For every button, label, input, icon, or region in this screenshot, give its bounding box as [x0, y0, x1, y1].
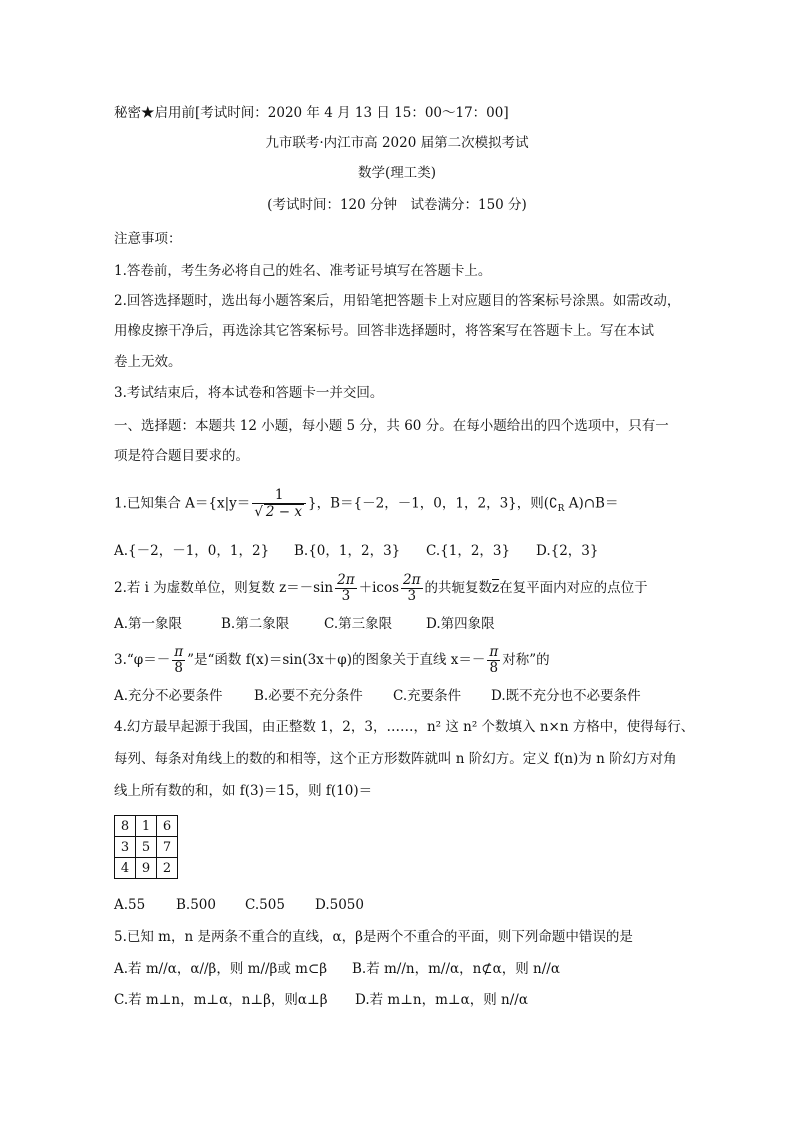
q2-fraction-2 — [401, 573, 422, 604]
q3-prefix: 3.“φ＝－ — [114, 652, 171, 668]
q1-frac-den-wrap: √ 2 − x — [254, 504, 303, 520]
q2-zbar: $\overline{z}$ — [492, 580, 500, 596]
q1-fraction — [252, 488, 306, 520]
q1-tail: A)∩B＝ — [564, 495, 619, 512]
q1-complement-sub: R — [557, 504, 565, 515]
q3-fraction-2 — [487, 645, 500, 676]
q5-option-a: A.若 m//α，α//β，则 m//β或 m⊂β — [114, 961, 328, 977]
q1-option-a: A.{－2，－1，0，1，2} — [114, 543, 270, 559]
grid-cell: 5 — [136, 837, 157, 858]
q1-option-c: C.{1，2，3} — [426, 543, 511, 559]
q2-option-d: D.第四象限 — [426, 616, 495, 632]
q2-fraction-1 — [335, 573, 356, 604]
q3-option-b: B.必要不充分条件 — [254, 688, 363, 704]
q1-option-b: B.{0，1，2，3} — [294, 543, 401, 559]
exam-title: 九市联考·内江市高 2020 届第二次模拟考试 — [265, 135, 529, 151]
grid-cell: 9 — [136, 858, 157, 879]
q1-suffix: }，B＝{－2，－1，0，1，2，3}，则( — [308, 495, 550, 512]
question-5-stem: 5.已知 m，n 是两条不重合的直线，α，β是两个不重合的平面，则下列命题中错误的是 — [114, 929, 633, 945]
subject-title: 数学(理工类) — [357, 165, 437, 181]
q2-option-c: C.第三象限 — [324, 616, 393, 632]
grid-cell: 8 — [115, 816, 136, 837]
q1-frac-den: 2 − x — [265, 504, 303, 520]
q5-option-c: C.若 m⊥n，m⊥α，n⊥β，则α⊥β — [114, 992, 328, 1008]
q5-option-b: B.若 m//n，m//α，n⊄α，则 n//α — [352, 961, 560, 977]
grid-row — [115, 837, 178, 858]
q3-option-a: A.充分不必要条件 — [114, 688, 223, 704]
confidential-line: 秘密★启用前[考试时间：2020 年 4 月 13 日 15：00～17：00] — [114, 105, 509, 121]
q5-option-d: D.若 m⊥n，m⊥α，则 n//α — [355, 992, 528, 1008]
q2-prefix: 2.若 i 为虚数单位，则复数 z＝－sin — [114, 580, 334, 596]
note-item-2-line-2: 用橡皮擦干净后，再选涂其它答案标号。回答非选择题时，将答案写在答题卡上。写在本试 — [114, 323, 654, 339]
q3-frac1-num: π — [174, 644, 184, 660]
note-item-2-line-1: 2.回答选择题时，选出每小题答案后，用铅笔把答题卡上对应题目的答案标号涂黑。如需改动， — [114, 293, 681, 309]
q2-tail: 在复平面内对应的点位于 — [499, 580, 648, 596]
grid-cell: 2 — [157, 858, 178, 879]
q2-frac2-den: 3 — [407, 588, 417, 604]
q1-prefix: 1.已知集合 A＝{x|y＝ — [114, 495, 251, 512]
grid-cell: 3 — [115, 837, 136, 858]
q3-option-c: C.充要条件 — [393, 688, 462, 704]
note-item-2-line-3: 卷上无效。 — [114, 354, 182, 370]
q2-frac2-num: 2π — [403, 572, 421, 588]
section-heading-line-2: 项是符合题目要求的。 — [114, 448, 249, 464]
section-heading-line-1: 一、选择题：本题共 12 小题，每小题 5 分，共 60 分。在每小题给出的四个选项中，只有一 — [114, 418, 669, 434]
grid-cell: 6 — [157, 816, 178, 837]
q2-option-b: B.第二象限 — [221, 616, 290, 632]
q3-frac2-den: 8 — [489, 660, 499, 676]
q3-suffix: 对称”的 — [502, 652, 550, 668]
grid-cell: 4 — [115, 858, 136, 879]
question-3-stem — [114, 645, 550, 676]
q4-option-b: B.500 — [176, 897, 216, 913]
question-1-stem — [114, 488, 618, 520]
q2-frac1-den: 3 — [341, 588, 351, 604]
q4-option-d: D.5050 — [315, 897, 364, 913]
note-item-3: 3.考试结束后，将本试卷和答题卡一并交回。 — [114, 385, 384, 401]
magic-square-grid — [114, 815, 178, 879]
q2-mid: ＋icos — [358, 580, 400, 596]
q2-frac1-num: 2π — [337, 572, 355, 588]
q3-fraction-1 — [172, 645, 185, 676]
q1-complement-symbol: ∁ — [549, 495, 558, 512]
q3-frac2-num: π — [489, 644, 499, 660]
q4-option-c: C.505 — [245, 897, 285, 913]
grid-cell: 1 — [136, 816, 157, 837]
notes-heading: 注意事项： — [114, 231, 182, 247]
exam-time-info: (考试时间：120 分钟 试卷满分：150 分) — [267, 197, 527, 213]
grid-cell: 7 — [157, 837, 178, 858]
q2-option-a: A.第一象限 — [114, 616, 183, 632]
q4-option-a: A.55 — [114, 897, 146, 913]
q1-frac-num: 1 — [252, 488, 306, 504]
question-4-line-3: 线上所有数的和，如 f(3)＝15，则 f(10)＝ — [114, 783, 373, 799]
q3-option-d: D.既不充分也不必要条件 — [491, 688, 641, 704]
q3-frac1-den: 8 — [174, 660, 183, 676]
grid-row — [115, 858, 178, 879]
q1-option-d: D.{2，3} — [536, 543, 599, 559]
q2-suffix: 的共轭复数 — [424, 580, 492, 596]
q3-mid: ”是“函数 f(x)＝sin(3x＋φ)的图象关于直线 x＝－ — [187, 652, 486, 668]
question-4-line-1: 4.幻方最早起源于我国，由正整数 1，2，3，……，n² 这 n² 个数填入 n×n 方格中，使得每行、 — [114, 719, 695, 735]
grid-row — [115, 816, 178, 837]
question-2-stem — [114, 573, 648, 604]
note-item-1: 1.答卷前，考生务必将自己的姓名、准考证号填写在答题卡上。 — [114, 263, 492, 279]
question-4-line-2: 每列、每条对角线上的数的和相等，这个正方形数阵就叫 n 阶幻方。定义 f(n)为 n 阶幻方对角 — [114, 751, 677, 767]
